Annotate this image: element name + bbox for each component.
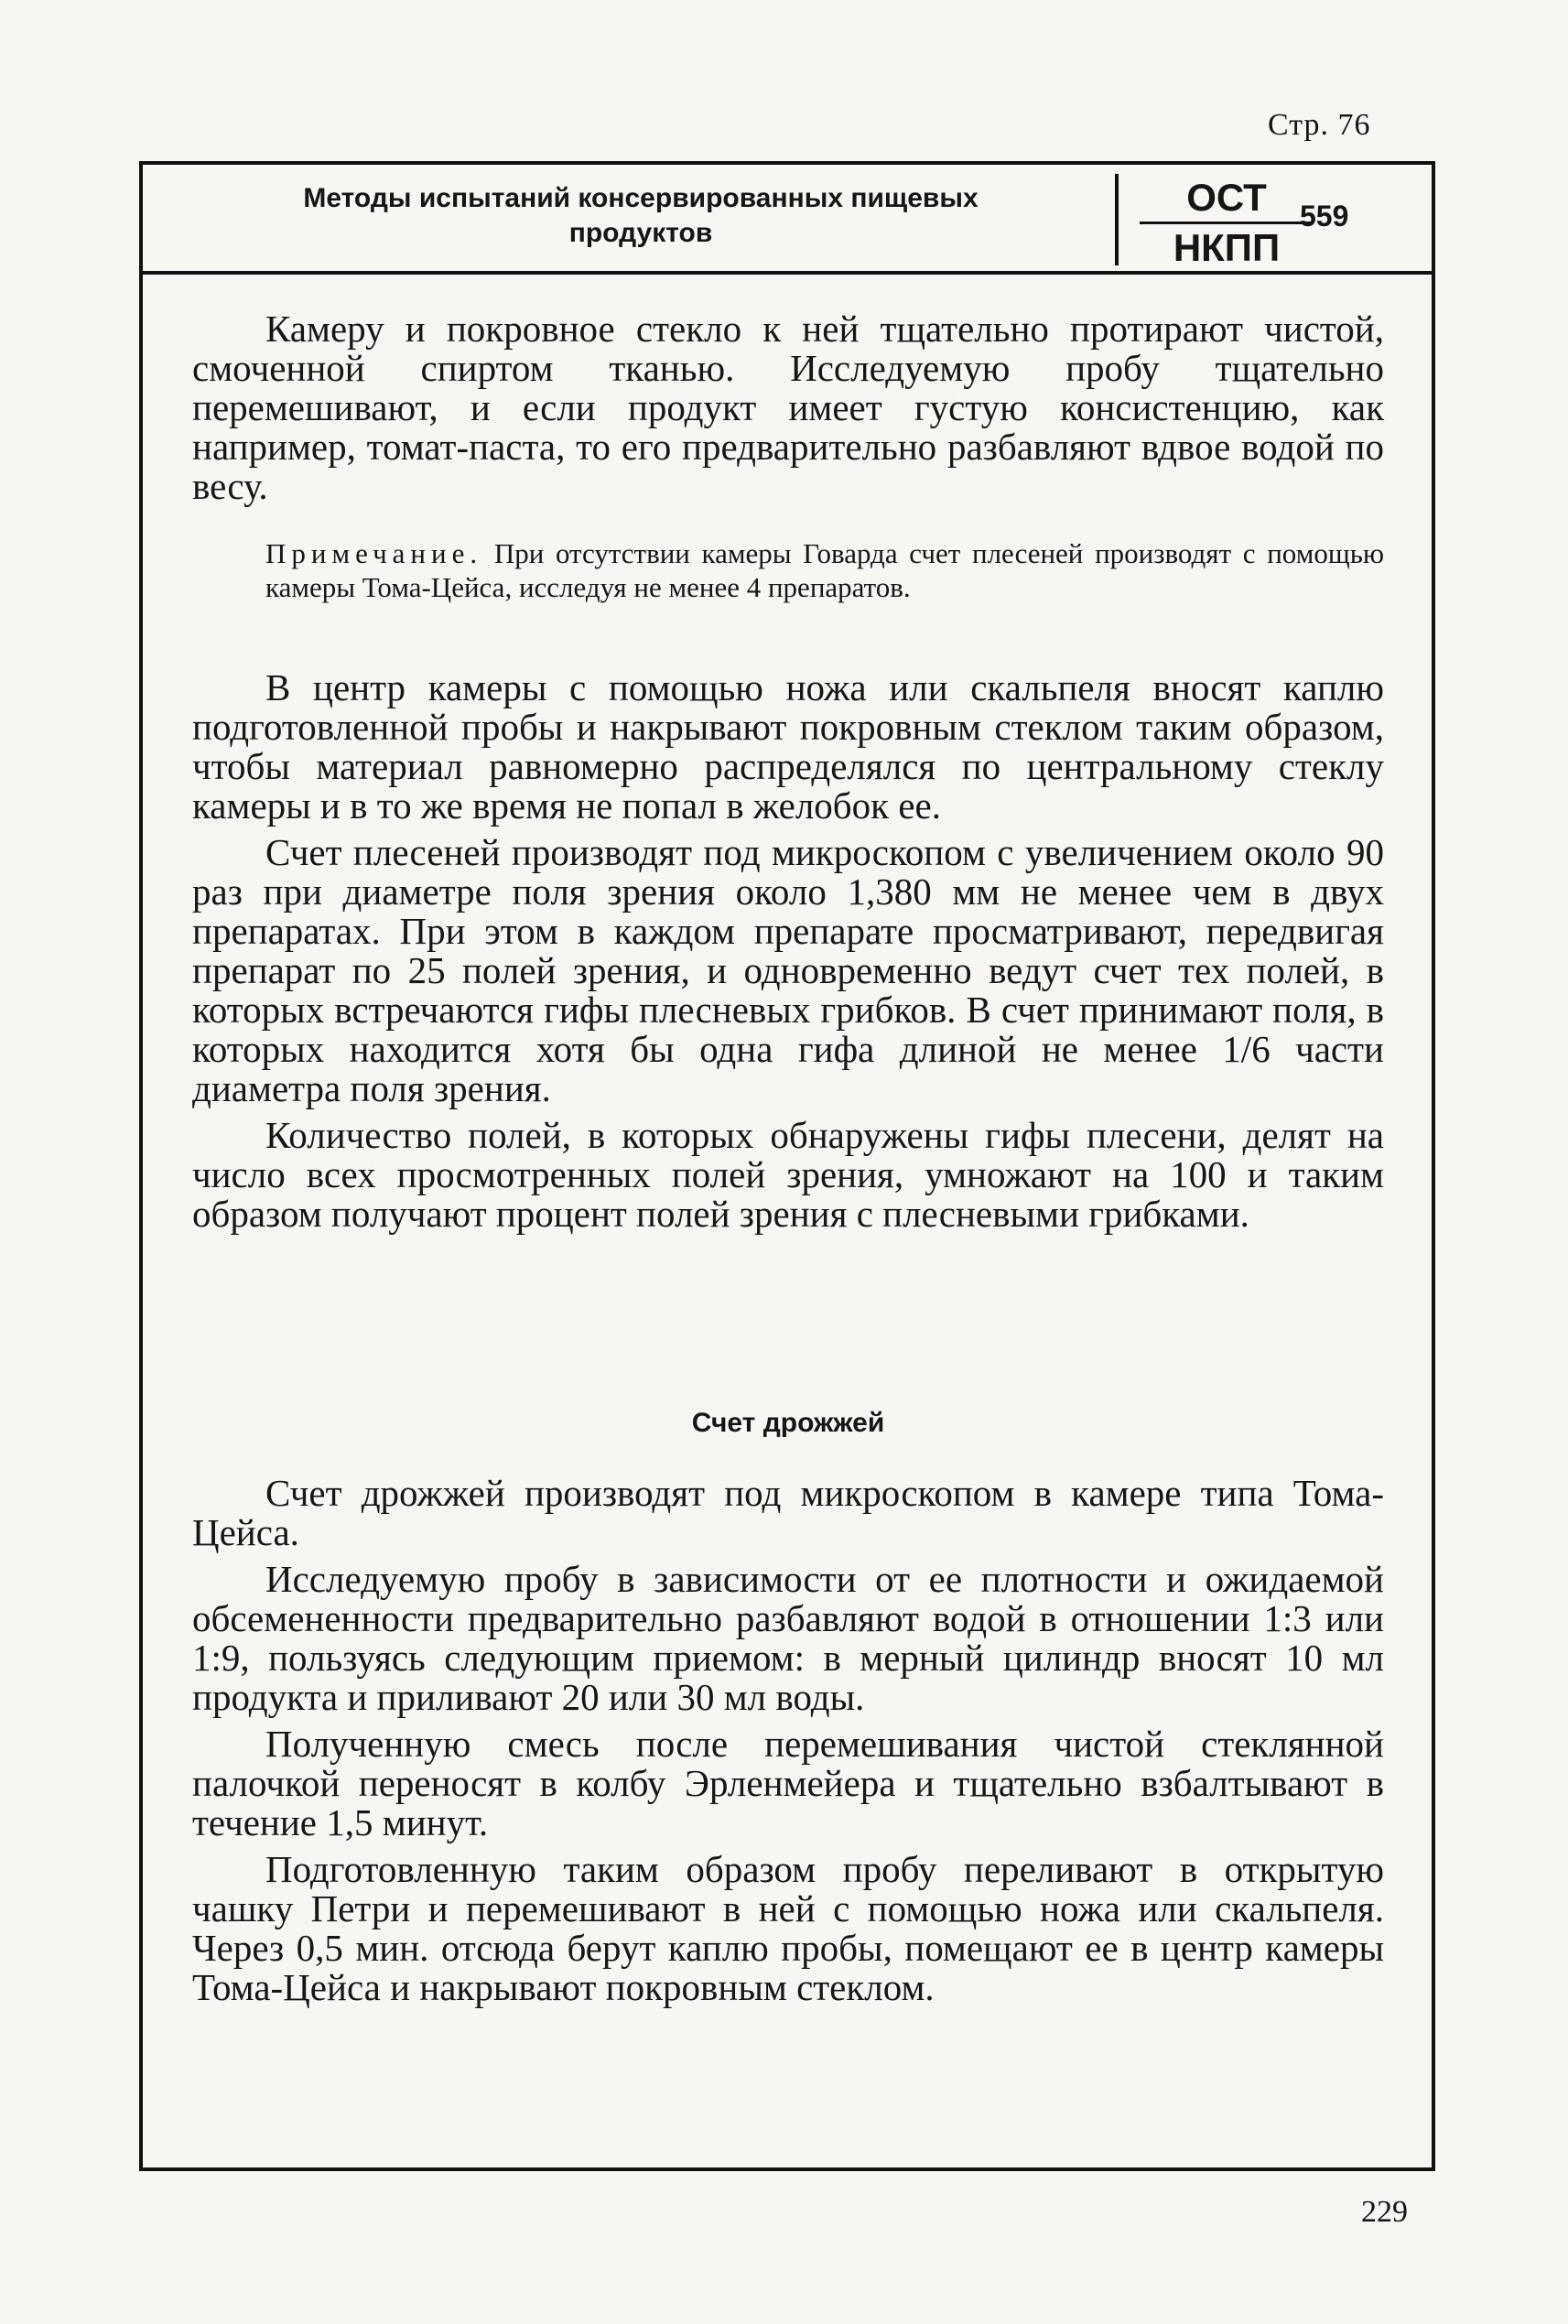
paragraph-6: Исследуемую пробу в зависимости от ее плотности и ожидаемой обсемененности предварительно разбавляют водой в отношении 1:3 или 1:9, пользуясь следующим приемом: в мерный цилиндр вносят 10 мл продукта и приливают 20 или 30 мл воды. bbox=[192, 1558, 1384, 1718]
paragraph-3: Счет плесеней производят под микроскопом с увеличением около 90 раз при диаметре поля зрения около 1,380 мм не менее чем в двух препаратах. При этом в каждом препарате просматривают, передвигая препарат по 25 полей зрения, и одновременно ведут счет тех полей, в которых встречаются гифы плесневых грибков. В счет принимают поля, в которых находится хотя бы одна гифа длиной не менее 1/6 части диаметра поля зрения. bbox=[192, 831, 1384, 1109]
standard-code bbox=[1140, 176, 1314, 272]
page-label: Стр. 76 bbox=[1268, 108, 1371, 142]
mold-count-section bbox=[192, 668, 1384, 1234]
frame-top-rule bbox=[139, 161, 1435, 165]
frame-bottom-rule bbox=[139, 2167, 1435, 2171]
page-number: 229 bbox=[1361, 2195, 1408, 2229]
header-title-line1: Методы испытаний консервированных пищевых bbox=[303, 183, 979, 213]
note-label: Примечание. bbox=[265, 537, 483, 569]
header-divider bbox=[1115, 174, 1119, 265]
paragraph-5: Счет дрожжей производят под микроскопом в камере типа Тома-Цейса. bbox=[192, 1472, 1384, 1553]
paragraph-8: Подготовленную таким образом пробу переливают в открытую чашку Петри и перемешивают в ней с помощью ножа или скальпеля. Через 0,5 мин. отсюда берут каплю пробы, помещают ее в центр камеры Тома-Цейса и накрывают покровным стеклом. bbox=[192, 1848, 1384, 2008]
note-block bbox=[265, 536, 1384, 604]
standard-number: 559 bbox=[1300, 200, 1349, 232]
nkpp-label: НКПП bbox=[1173, 226, 1281, 269]
document-header-title bbox=[211, 181, 1071, 251]
paragraph-4: Количество полей, в которых обнаружены гифы плесени, делят на число всех просмотренных полей зрения, умножают на 100 и таким образом получают процент полей зрения с плесневыми грибками. bbox=[192, 1114, 1384, 1235]
paragraph-2: В центр камеры с помощью ножа или скальпеля вносят каплю подготовленной пробы и накрывают покровным стеклом таким образом, чтобы материал равномерно распределялся по центральному стеклу камеры и в то же время не попал в желобок ее. bbox=[192, 666, 1384, 827]
ost-label: ОСТ bbox=[1140, 176, 1314, 224]
paragraph-7: Полученную смесь после перемешивания чистой стеклянной палочкой переносят в колбу Эрленмейера и тщательно взбалтывают в течение 1,5 минут. bbox=[192, 1723, 1384, 1843]
header-title-line2: продуктов bbox=[568, 218, 713, 248]
section-title-yeast: Счет дрожжей bbox=[691, 1408, 885, 1438]
yeast-count-section bbox=[192, 1474, 1384, 2007]
intro-section bbox=[192, 309, 1384, 506]
paragraph-1: Камеру и покровное стекло к ней тщательно протирают чистой, смоченной спиртом тканью. Исследуемую пробу тщательно перемешивают, и если продукт имеет густую консистенцию, как например, томат-паста, то его предварительно разбавляют вдвое водой по весу. bbox=[192, 308, 1384, 507]
note-text: При отсутствии камеры Говарда счет плесеней производят с помощью камеры Тома-Цейса, исследуя не менее 4 препаратов. bbox=[265, 537, 1385, 603]
